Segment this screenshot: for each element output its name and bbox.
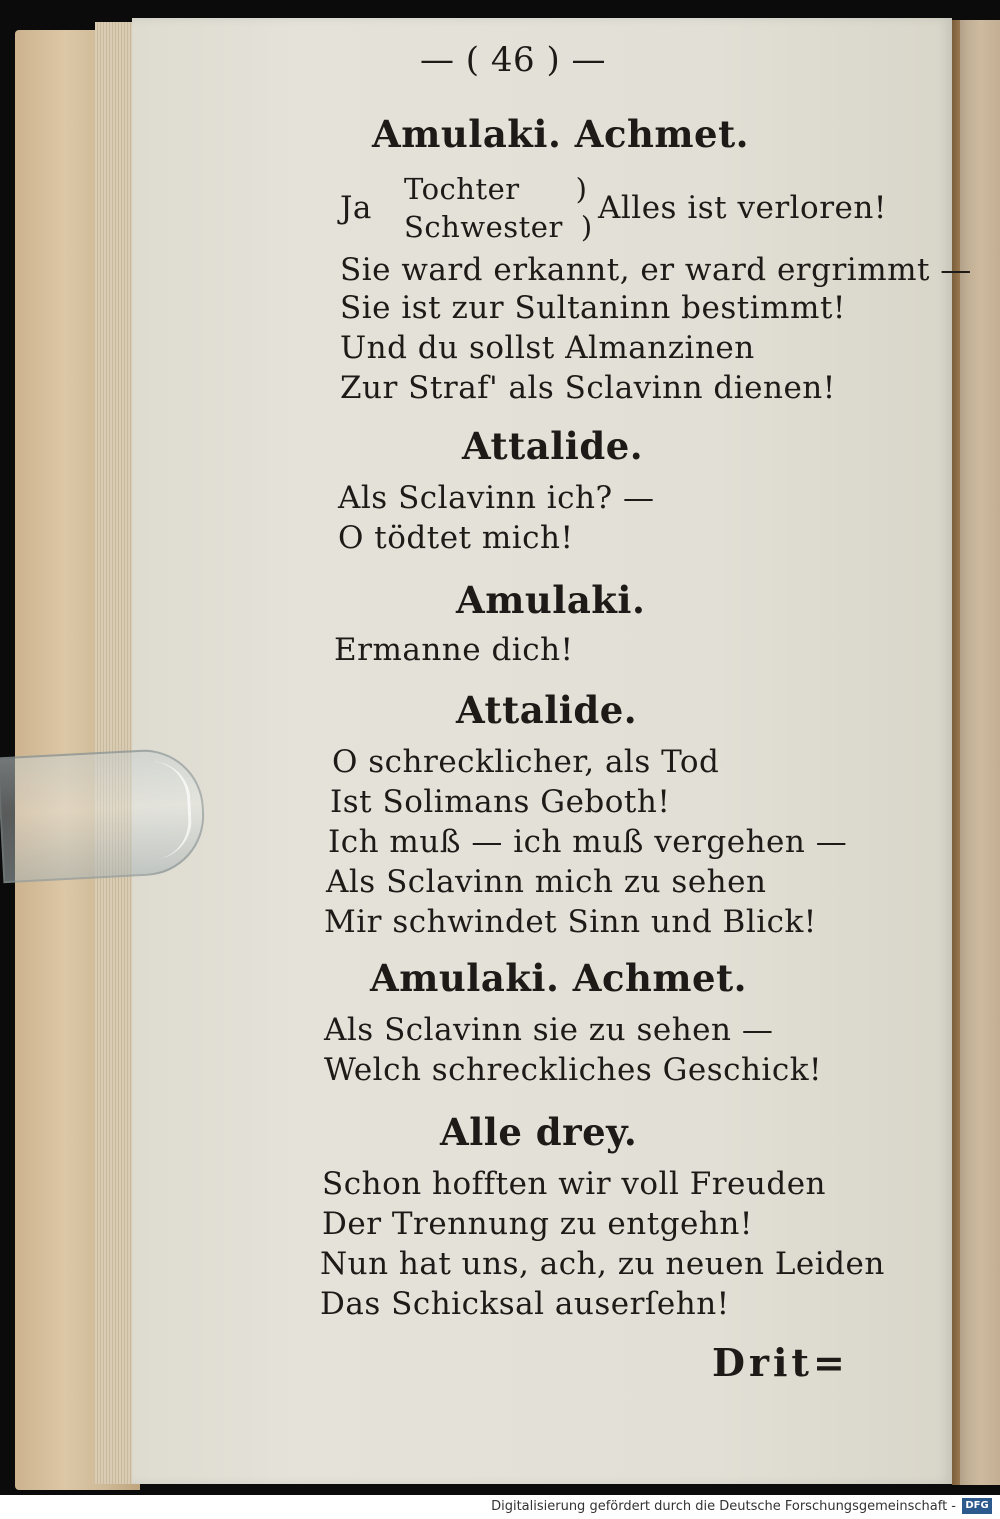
verse-line: Zur Straf' als Sclavinn dienen! bbox=[340, 370, 836, 406]
verse-line: Nun hat uns, ach, zu neuen Leiden bbox=[320, 1246, 885, 1282]
verse-line: Sie ward erkannt, er ward ergrimmt — bbox=[340, 252, 972, 288]
speaker-heading: Attalide. bbox=[462, 424, 644, 468]
verse-line: Als Sclavinn ich? — bbox=[338, 480, 655, 516]
verse-line: O tödtet mich! bbox=[338, 520, 574, 556]
bracket-word-1: Tochter ) bbox=[404, 172, 588, 206]
verse-line: Sie ist zur Sultaninn bestimmt! bbox=[340, 290, 846, 326]
speaker-heading: Alle drey. bbox=[440, 1110, 638, 1154]
facing-page bbox=[960, 20, 1000, 1485]
paren-1: ) bbox=[575, 172, 588, 206]
catchword: Drit= bbox=[712, 1340, 849, 1385]
verse-line: Ich muß — ich muß vergehen — bbox=[328, 824, 848, 860]
verse-line: Ermanne dich! bbox=[334, 632, 574, 668]
speaker-heading: Amulaki. bbox=[456, 578, 646, 622]
verse-line: O schrecklicher, als Tod bbox=[332, 744, 720, 780]
verse-line: Als Sclavinn mich zu sehen bbox=[326, 864, 767, 900]
verse-line: Mir schwindet Sinn und Blick! bbox=[324, 904, 817, 940]
footer-credit: Digitalisierung gefördert durch die Deutsche Forschungsgemeinschaft - bbox=[491, 1499, 956, 1514]
footer-bar bbox=[0, 1495, 1000, 1519]
bracket-prefix: Ja bbox=[340, 190, 372, 226]
bracket-word-2: Schwester ) bbox=[404, 210, 593, 244]
glass-page-holder bbox=[0, 747, 207, 884]
page-number: — ( 46 ) — bbox=[420, 40, 607, 80]
verse-line: Das Schicksal auserſehn! bbox=[320, 1286, 730, 1322]
verse-line: Ist Solimans Geboth! bbox=[330, 784, 671, 820]
verse-line: Welch schreckliches Geschick! bbox=[324, 1052, 822, 1088]
verse-line: Und du sollst Almanzinen bbox=[340, 330, 755, 366]
bracket-suffix: Alles ist verloren! bbox=[598, 190, 887, 226]
speaker-heading: Attalide. bbox=[456, 688, 638, 732]
paren-2: ) bbox=[580, 210, 593, 244]
speaker-heading: Amulaki. Achmet. bbox=[372, 112, 750, 156]
verse-line: Der Trennung zu entgehn! bbox=[322, 1206, 753, 1242]
verse-line: Schon hofften wir voll Freuden bbox=[322, 1166, 827, 1202]
speaker-heading: Amulaki. Achmet. bbox=[370, 956, 748, 1000]
verse-line: Als Sclavinn sie zu sehen — bbox=[324, 1012, 774, 1048]
dfg-logo: DFG bbox=[962, 1498, 992, 1514]
